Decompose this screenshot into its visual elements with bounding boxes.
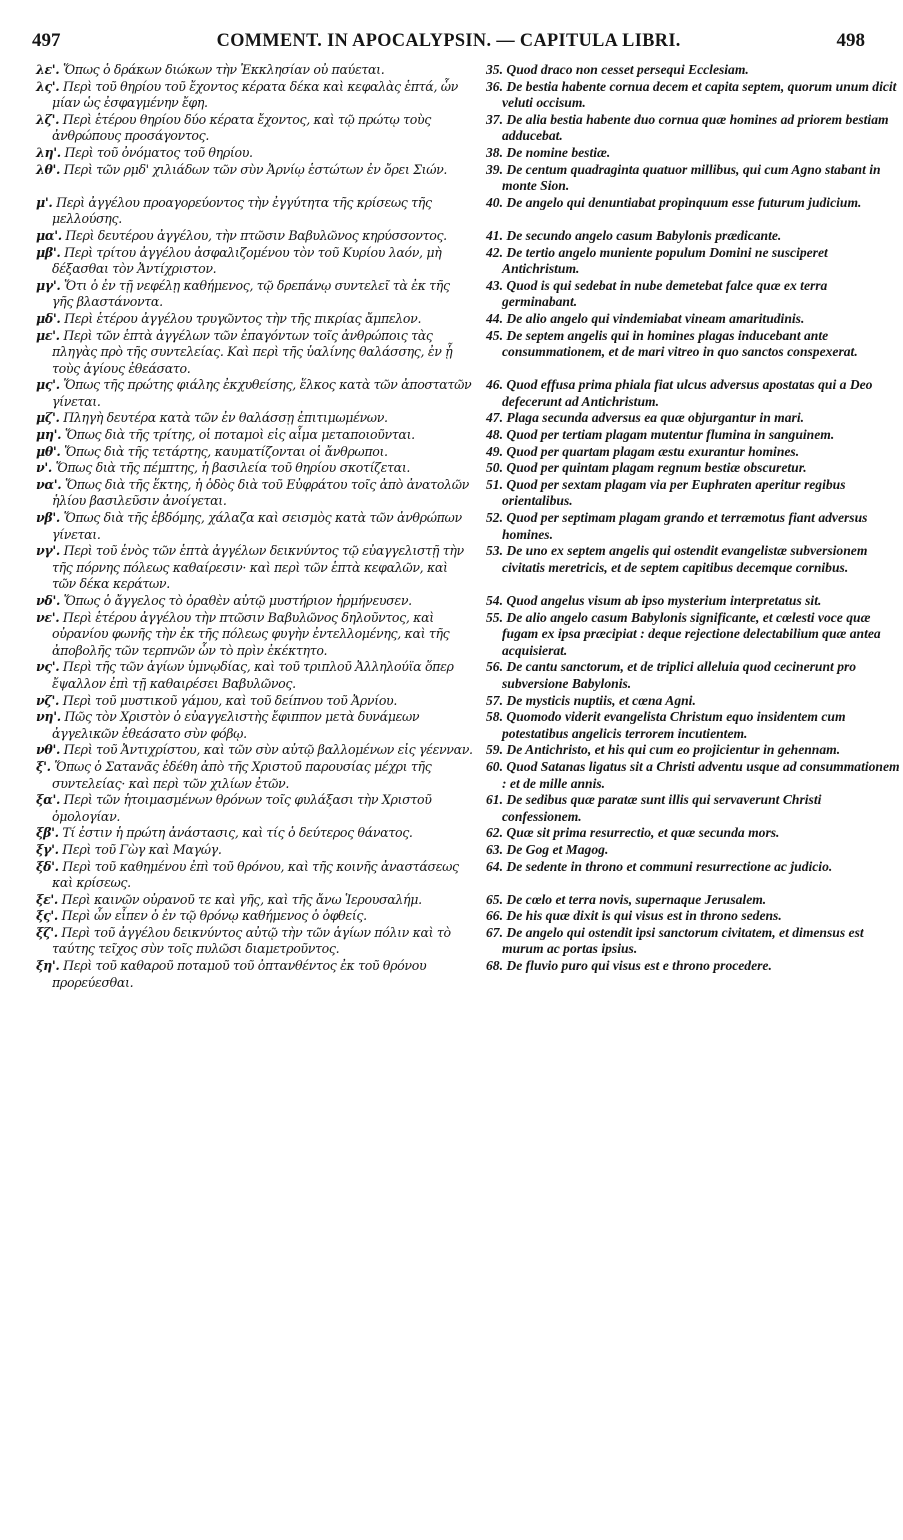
latin-chapter-number: 40. <box>486 194 503 210</box>
greek-chapter-entry <box>36 162 474 179</box>
latin-chapter-text: De septem angelis qui in homines plagas inducebant ante consummationem, et de mari vitreo in quo sanctos conspexerat. <box>502 327 858 360</box>
greek-chapter-number: μθ'. <box>36 443 61 459</box>
chapter-row <box>36 62 872 79</box>
chapter-row <box>36 925 872 958</box>
greek-chapter-number: ν'. <box>36 460 52 476</box>
greek-chapter-entry <box>36 377 474 410</box>
greek-chapter-text: Περὶ ἀγγέλου προαγορεύοντος τὴν ἐγγύτητα τῆς κρίσεως τῆς μελλούσης. <box>52 194 432 227</box>
greek-chapter-text: Περὶ τοῦ θηρίου τοῦ ἔχοντος κέρατα δέκα καὶ κεφαλὰς ἑπτά, ὧν μίαν ὡς ἐσφαγμένην ἔφη. <box>52 78 458 111</box>
chapter-row <box>36 659 872 692</box>
greek-chapter-number: ξζ'. <box>36 924 58 940</box>
chapter-row <box>36 278 872 311</box>
greek-chapter-entry <box>36 427 474 444</box>
left-page-number: 497 <box>32 30 61 51</box>
greek-chapter-entry <box>36 759 474 792</box>
greek-chapter-number: ξγ'. <box>36 841 59 857</box>
greek-chapter-text: Ὅπως ὁ Σατανᾶς ἐδέθη ἀπὸ τῆς Χριστοῦ παρουσίας μέχρι τῆς συντελείας· καὶ περὶ τῶν χιλίων ἐτῶν. <box>52 758 432 791</box>
chapter-row <box>36 693 872 710</box>
greek-chapter-entry <box>36 245 474 278</box>
greek-chapter-number: ξε'. <box>36 891 58 907</box>
greek-chapter-entry <box>36 444 474 461</box>
chapter-row <box>36 892 872 909</box>
greek-chapter-number: ξς'. <box>36 908 58 924</box>
latin-chapter-text: De alia bestia habente duo cornua quæ homines ad priorem bestiam adducebat. <box>502 111 889 144</box>
greek-chapter-text: Περὶ τῶν ἑπτὰ ἀγγέλων τῶν ἐπαγόντων τοῖς ἀνθρώποις τὰς πληγὰς πρὸ τῆς συντελείας. Καὶ περὶ τῆς ὑαλίνης θαλάσσης, ἐν ᾗ τοὺς ἁγίους ἐθεάσατο. <box>52 327 453 376</box>
latin-chapter-text: De Antichristo, et his qui cum eo projicientur in gehennam. <box>506 742 841 758</box>
latin-chapter-entry <box>486 245 903 278</box>
latin-chapter-number: 41. <box>486 227 503 243</box>
latin-chapter-number: 67. <box>486 924 503 940</box>
greek-chapter-text: Περὶ ἑτέρου θηρίου δύο κέρατα ἔχοντος, καὶ τῷ πρώτῳ τοὺς ἀνθρώπους προσάγοντος. <box>52 111 431 144</box>
latin-chapter-entry <box>486 693 903 710</box>
chapter-row <box>36 842 872 859</box>
latin-chapter-entry <box>486 742 903 759</box>
latin-chapter-number: 36. <box>486 78 503 94</box>
latin-chapter-number: 51. <box>486 476 503 492</box>
greek-chapter-number: νε'. <box>36 609 60 625</box>
latin-chapter-entry <box>486 162 903 195</box>
greek-chapter-number: μη'. <box>36 427 62 443</box>
latin-chapter-entry <box>486 859 903 876</box>
latin-chapter-entry <box>486 278 903 311</box>
greek-chapter-text: Ὅπως διὰ τῆς τρίτης, οἱ ποταμοὶ εἰς αἷμα μεταποιοῦνται. <box>64 427 415 443</box>
greek-chapter-number: νβ'. <box>36 510 60 526</box>
latin-chapter-entry <box>486 908 903 925</box>
right-page-number: 498 <box>836 30 865 51</box>
greek-chapter-number: ξα'. <box>36 792 60 808</box>
greek-chapter-entry <box>36 659 474 692</box>
greek-chapter-text: Περὶ τρίτου ἀγγέλου ἀσφαλιζομένου τὸν τοῦ Κυρίου λαόν, μὴ δέξασθαι τὸν Ἀντίχριστον. <box>52 244 442 277</box>
latin-chapter-number: 38. <box>486 144 503 160</box>
latin-chapter-entry <box>486 825 903 842</box>
latin-chapter-number: 35. <box>486 62 503 77</box>
latin-chapter-text: De centum quadraginta quatuor millibus, qui cum Agno stabant in monte Sion. <box>502 161 881 194</box>
greek-chapter-text: Περὶ τῶν ἡτοιμασμένων θρόνων τοῖς φυλάξασι τὴν Χριστοῦ ὁμολογίαν. <box>52 792 432 824</box>
latin-chapter-text: De uno ex septem angelis qui ostendit evangelistæ subversionem civitatis meretricis, et de septem capitibus decemque cornibus. <box>502 543 868 575</box>
greek-chapter-text: Τί ἐστιν ἡ πρώτη ἀνάστασις, καὶ τίς ὁ δεύτερος θάνατος. <box>62 825 413 841</box>
latin-chapter-number: 59. <box>486 742 503 758</box>
latin-chapter-entry <box>486 792 903 825</box>
greek-chapter-number: νθ'. <box>36 742 60 758</box>
chapter-row <box>36 908 872 925</box>
latin-chapter-entry <box>486 759 903 792</box>
latin-chapter-text: De tertio angelo muniente populum Domini ne susciperet Antichristum. <box>502 244 828 277</box>
chapter-row <box>36 444 872 461</box>
greek-chapter-entry <box>36 543 474 593</box>
latin-chapter-text: Quod per sextam plagam via per Euphraten aperitur regibus orientalibus. <box>502 476 846 509</box>
greek-chapter-entry <box>36 62 474 79</box>
latin-chapter-text: De alio angelo qui vindemiabat vineam amaritudinis. <box>506 310 805 326</box>
latin-chapter-text: De sedente in throno et communi resurrectione ac judicio. <box>506 858 833 874</box>
latin-chapter-text: Quod per quintam plagam regnum bestiæ obscuretur. <box>506 460 807 476</box>
greek-chapter-text: Περὶ καινῶν οὐρανοῦ τε καὶ γῆς, καὶ τῆς ἄνω Ἱερουσαλήμ. <box>61 891 422 907</box>
greek-chapter-number: νζ'. <box>36 692 60 708</box>
latin-chapter-entry <box>486 410 903 427</box>
chapter-row <box>36 758 900 792</box>
latin-chapter-entry <box>486 709 903 742</box>
latin-chapter-number: 39. <box>486 161 503 177</box>
latin-chapter-text: De secundo angelo casum Babylonis prædicante. <box>506 227 782 243</box>
latin-chapter-entry <box>486 444 903 461</box>
latin-chapter-text: Quod per septimam plagam grando et terræmotus fiant adversus homines. <box>502 510 868 542</box>
greek-chapter-number: με'. <box>36 327 60 343</box>
greek-chapter-text: Πληγὴ δευτέρα κατὰ τῶν ἐν θαλάσσῃ ἐπιτιμωμένων. <box>63 410 388 426</box>
greek-chapter-number: νη'. <box>36 709 61 725</box>
greek-chapter-number: μς'. <box>36 377 60 393</box>
latin-chapter-number: 48. <box>486 427 503 443</box>
greek-chapter-entry <box>36 460 474 477</box>
chapter-row <box>36 792 872 825</box>
chapter-row <box>36 510 872 543</box>
latin-chapter-text: De angelo qui ostendit ipsi sanctorum civitatem, et dimensus est murum ac portas ipsius. <box>502 924 864 957</box>
greek-chapter-entry <box>36 510 474 543</box>
greek-chapter-number: λς'. <box>36 78 60 94</box>
latin-chapter-text: De his quæ dixit is qui visus est in throno sedens. <box>506 908 782 924</box>
greek-chapter-number: μβ'. <box>36 244 61 260</box>
greek-chapter-number: ξδ'. <box>36 858 59 874</box>
greek-chapter-number: λε'. <box>36 62 60 77</box>
greek-chapter-entry <box>36 112 474 145</box>
chapter-row <box>36 410 872 427</box>
greek-chapter-text: Ὅτι ὁ ἐν τῇ νεφέλῃ καθήμενος, τῷ δρεπάνῳ συντελεῖ τὰ ἐκ τῆς γῆς βλαστάνοντα. <box>52 277 450 310</box>
latin-chapter-entry <box>486 112 903 145</box>
latin-chapter-number: 61. <box>486 792 503 808</box>
greek-chapter-entry <box>36 610 474 660</box>
greek-chapter-entry <box>36 278 474 311</box>
greek-chapter-entry <box>36 958 474 991</box>
latin-chapter-number: 46. <box>486 377 503 393</box>
running-header <box>32 30 865 58</box>
greek-chapter-text: Περὶ τοῦ Γὼγ καὶ Μαγώγ. <box>62 841 222 857</box>
latin-chapter-text: Quomodo viderit evangelista Christum equo insidentem cum potestatibus angelicis terrorem incutientem. <box>502 709 846 741</box>
latin-chapter-text: Quæ sit prima resurrectio, et quæ secunda mors. <box>506 825 780 841</box>
latin-chapter-number: 52. <box>486 510 503 526</box>
greek-chapter-entry <box>36 859 474 892</box>
latin-chapter-entry <box>486 610 903 660</box>
latin-chapter-text: De alio angelo casum Babylonis significante, et cœlesti voce quæ fugam ex ipsa præcipiat : deque rejectione delectabilium quæ antea acquisierat. <box>502 609 881 658</box>
latin-chapter-entry <box>486 228 903 245</box>
greek-chapter-number: λη'. <box>36 144 61 160</box>
greek-chapter-entry <box>36 145 474 162</box>
greek-chapter-text: Ὅπως ὁ ἄγγελος τὸ ὁραθὲν αὐτῷ μυστήριον ἡρμήνευσεν. <box>63 593 412 608</box>
greek-chapter-entry <box>36 593 474 610</box>
latin-chapter-entry <box>486 593 903 610</box>
greek-chapter-text: Περὶ τοῦ ἑνὸς τῶν ἑπτὰ ἀγγέλων δεικνύντος τῷ εὐαγγελιστῇ τὴν τῆς πόρνης πόλεως καθαίρεσιν· καὶ περὶ τῶν ἑπτὰ κεφαλῶν, καὶ τῶν δέκα κεράτων. <box>52 543 464 592</box>
greek-chapter-text: Περὶ τοῦ ὀνόματος τοῦ θηρίου. <box>64 144 253 160</box>
latin-chapter-text: Quod per quartam plagam æstu exurantur homines. <box>506 443 800 459</box>
latin-chapter-text: Quod effusa prima phiala fiat ulcus adversus apostatas qui a Deo defecerunt ad Antichristum. <box>502 377 873 409</box>
latin-chapter-text: Plaga secunda adversus ea quæ objurgantur in mari. <box>506 410 805 426</box>
greek-chapter-text: Περὶ ἑτέρου ἀγγέλου τρυγῶντος τὴν τῆς πικρίας ἄμπελον. <box>64 310 422 326</box>
greek-chapter-number: μδ'. <box>36 310 61 326</box>
latin-chapter-number: 43. <box>486 277 503 293</box>
greek-chapter-entry <box>36 908 474 925</box>
greek-chapter-entry <box>36 228 474 245</box>
latin-chapter-entry <box>486 510 903 543</box>
latin-chapter-entry <box>486 842 903 859</box>
greek-chapter-number: μα'. <box>36 227 62 243</box>
greek-chapter-text: Ὅπως διὰ τῆς ἑβδόμης, χάλαζα καὶ σεισμὸς κατὰ τῶν ἀνθρώπων γίνεται. <box>52 510 462 542</box>
latin-chapter-entry <box>486 328 903 361</box>
latin-chapter-number: 54. <box>486 593 503 608</box>
chapter-row <box>36 859 872 892</box>
chapter-row <box>36 427 872 444</box>
greek-chapter-entry <box>36 742 474 759</box>
latin-chapter-text: De mysticis nuptiis, et cœna Agni. <box>506 692 696 708</box>
chapter-row <box>36 742 872 759</box>
chapter-row <box>36 593 872 610</box>
greek-chapter-entry <box>36 693 474 710</box>
latin-chapter-text: De sedibus quæ paratæ sunt illis qui servaverunt Christi confessionem. <box>502 792 822 824</box>
latin-chapter-number: 44. <box>486 310 503 326</box>
latin-chapter-entry <box>486 659 903 692</box>
running-title: COMMENT. IN APOCALYPSIN. — CAPITULA LIBRI. <box>216 30 681 51</box>
greek-chapter-entry <box>36 311 474 328</box>
greek-chapter-entry <box>36 792 474 825</box>
greek-chapter-text: Περὶ τοῦ καθημένου ἐπὶ τοῦ θρόνου, καὶ τῆς κοινῆς ἀναστάσεως καὶ κρίσεως. <box>52 858 459 891</box>
chapter-row <box>36 328 872 378</box>
chapter-row <box>36 609 881 660</box>
chapter-row <box>36 477 872 510</box>
latin-chapter-entry <box>486 195 903 212</box>
chapter-row <box>36 825 872 842</box>
latin-chapter-entry <box>486 427 903 444</box>
greek-chapter-text: Ὅπως διὰ τῆς ἕκτης, ἡ ὁδὸς διὰ τοῦ Εὐφράτου τοῖς ἀπὸ ἀνατολῶν ἡλίου βασιλεῦσιν ἀνοίγεται. <box>52 476 469 509</box>
latin-chapter-text: De angelo qui denuntiabat propinquum esse futurum judicium. <box>506 194 862 210</box>
greek-chapter-text: Πῶς τὸν Χριστὸν ὁ εὐαγγελιστὴς ἔφιππον μετὰ δυνάμεων ἀγγελικῶν ἐθεάσατο σὺν φόβῳ. <box>52 709 420 741</box>
greek-chapter-entry <box>36 925 474 958</box>
greek-chapter-text: Ὅπως διὰ τῆς πέμπτης, ἡ βασιλεία τοῦ θηρίου σκοτίζεται. <box>55 460 411 476</box>
greek-chapter-number: μγ'. <box>36 277 61 293</box>
latin-chapter-entry <box>486 145 903 162</box>
latin-chapter-entry <box>486 543 903 576</box>
greek-chapter-number: μζ'. <box>36 410 60 426</box>
greek-chapter-number: λζ'. <box>36 111 60 127</box>
greek-chapter-text: Περὶ τοῦ μυστικοῦ γάμου, καὶ τοῦ δείπνου τοῦ Ἀρνίου. <box>62 692 398 708</box>
latin-chapter-text: Quod is qui sedebat in nube demetebat falce quæ ex terra germinabant. <box>502 277 828 310</box>
greek-chapter-text: Περὶ τῶν ρμδ' χιλιάδων τῶν σὺν Ἀρνίῳ ἑστώτων ἐν ὄρει Σιών. <box>63 161 448 177</box>
greek-chapter-entry <box>36 410 474 427</box>
latin-chapter-number: 58. <box>486 709 503 725</box>
latin-chapter-number: 37. <box>486 111 503 127</box>
greek-chapter-text: Περὶ τοῦ ἀγγέλου δεικνύντος αὐτῷ τὴν τῶν ἁγίων πόλιν καὶ τὸ ταύτης τεῖχος σὺν τοῖς πυλῶσι διαμετροῦντος. <box>52 924 451 957</box>
latin-chapter-entry <box>486 925 903 958</box>
latin-chapter-number: 65. <box>486 891 503 907</box>
greek-chapter-entry <box>36 842 474 859</box>
greek-chapter-number: να'. <box>36 476 62 492</box>
chapter-row <box>36 543 872 593</box>
latin-chapter-text: Quod Satanas ligatus sit a Christi adventu usque ad consummationem : et de mille annis. <box>502 758 900 791</box>
greek-chapter-text: Περὶ τῆς τῶν ἁγίων ὑμνῳδίας, καὶ τοῦ τριπλοῦ Ἀλληλούϊα ὅπερ ἔψαλλον ἐπὶ τῇ καθαιρέσει Βαβυλῶνος. <box>52 659 454 691</box>
greek-chapter-number: νδ'. <box>36 593 60 608</box>
chapter-row <box>36 709 872 742</box>
latin-chapter-entry <box>486 62 903 79</box>
latin-chapter-entry <box>486 460 903 477</box>
greek-chapter-text: Ὅπως τῆς πρώτης φιάλης ἐκχυθείσης, ἕλκος κατὰ τῶν ἀποστατῶν γίνεται. <box>52 377 472 409</box>
chapter-row <box>36 958 872 991</box>
chapter-row <box>36 460 872 477</box>
greek-chapter-entry <box>36 825 474 842</box>
latin-chapter-text: De Gog et Magog. <box>506 841 609 857</box>
latin-chapter-text: De cantu sanctorum, et de triplici alleluia quod cecinerunt pro subversione Babylonis. <box>502 659 857 691</box>
latin-chapter-entry <box>486 311 903 328</box>
greek-chapter-number: ξη'. <box>36 958 60 974</box>
latin-chapter-number: 55. <box>486 609 503 625</box>
latin-chapter-entry <box>486 958 903 975</box>
greek-chapter-text: Ὅπως διὰ τῆς τετάρτης, καυματίζονται οἱ ἄνθρωποι. <box>64 443 388 459</box>
latin-chapter-number: 68. <box>486 958 503 974</box>
latin-chapter-number: 64. <box>486 858 503 874</box>
greek-chapter-number: ξ'. <box>36 758 51 774</box>
greek-chapter-entry <box>36 328 474 378</box>
chapter-row <box>36 145 872 162</box>
chapter-row <box>36 161 881 195</box>
latin-chapter-number: 49. <box>486 443 503 459</box>
latin-chapter-text: Quod per tertiam plagam mutentur flumina in sanguinem. <box>506 427 835 443</box>
greek-chapter-text: Περὶ ὧν εἶπεν ὁ ἐν τῷ θρόνῳ καθήμενος ὁ ὀφθείς. <box>61 908 367 924</box>
greek-chapter-text: Περὶ ἑτέρου ἀγγέλου τὴν πτῶσιν Βαβυλῶνος δηλοῦντος, καὶ οὐρανίου φωνῆς τὴν ἐκ τῆς πόλεως φυγὴν ἐντελλομένης, καὶ τῆς ἀποβολῆς τῶν τερπνῶν ὧν τὸ πρὶν ἐκέκτητο. <box>52 609 450 658</box>
greek-chapter-entry <box>36 195 474 228</box>
latin-chapter-number: 62. <box>486 825 503 841</box>
greek-chapter-number: ξβ'. <box>36 825 59 841</box>
latin-chapter-number: 45. <box>486 327 503 343</box>
greek-chapter-number: νγ'. <box>36 543 60 559</box>
greek-chapter-number: λθ'. <box>36 161 61 177</box>
greek-chapter-number: μ'. <box>36 194 53 210</box>
latin-chapter-number: 50. <box>486 460 503 476</box>
chapter-row <box>36 228 872 245</box>
chapter-list <box>36 62 900 1532</box>
greek-chapter-entry <box>36 477 474 510</box>
latin-chapter-text: De bestia habente cornua decem et capita septem, quorum unum dicit veluti occisum. <box>502 78 897 111</box>
latin-chapter-number: 47. <box>486 410 503 426</box>
latin-chapter-number: 57. <box>486 692 503 708</box>
latin-chapter-text: De nomine bestiæ. <box>506 144 611 160</box>
chapter-row <box>36 311 872 328</box>
latin-chapter-text: Quod draco non cesset persequi Ecclesiam. <box>506 62 749 77</box>
greek-chapter-number: νς'. <box>36 659 60 675</box>
greek-chapter-entry <box>36 709 474 742</box>
latin-chapter-number: 66. <box>486 908 503 924</box>
latin-chapter-entry <box>486 892 903 909</box>
latin-chapter-entry <box>486 79 903 112</box>
chapter-row <box>36 245 872 278</box>
greek-chapter-text: Ὅπως ὁ δράκων διώκων τὴν Ἐκκλησίαν οὐ παύεται. <box>62 62 385 77</box>
latin-chapter-number: 56. <box>486 659 503 675</box>
latin-chapter-entry <box>486 377 903 410</box>
greek-chapter-entry <box>36 892 474 909</box>
latin-chapter-number: 53. <box>486 543 503 559</box>
latin-chapter-text: De cœlo et terra novis, supernaque Jerusalem. <box>506 891 767 907</box>
latin-chapter-text: De fluvio puro qui visus est e throno procedere. <box>506 958 772 974</box>
latin-chapter-text: Quod angelus visum ab ipso mysterium interpretatus sit. <box>506 593 822 608</box>
greek-chapter-entry <box>36 79 474 112</box>
greek-chapter-text: Περὶ τοῦ καθαροῦ ποταμοῦ τοῦ ὀπτανθέντος ἐκ τοῦ θρόνου προρεύεσθαι. <box>52 958 427 990</box>
greek-chapter-text: Περὶ δευτέρου ἀγγέλου, τὴν πτῶσιν Βαβυλῶνος κηρύσσοντος. <box>65 227 447 243</box>
chapter-row <box>36 111 889 145</box>
latin-chapter-number: 60. <box>486 758 503 774</box>
chapter-row <box>36 377 872 410</box>
greek-chapter-text: Περὶ τοῦ Ἀντιχρίστου, καὶ τῶν σὺν αὐτῷ βαλλομένων εἰς γέενναν. <box>63 742 473 758</box>
latin-chapter-number: 42. <box>486 244 503 260</box>
latin-chapter-entry <box>486 477 903 510</box>
chapter-row <box>36 195 872 228</box>
chapter-row <box>36 78 897 112</box>
latin-chapter-number: 63. <box>486 841 503 857</box>
